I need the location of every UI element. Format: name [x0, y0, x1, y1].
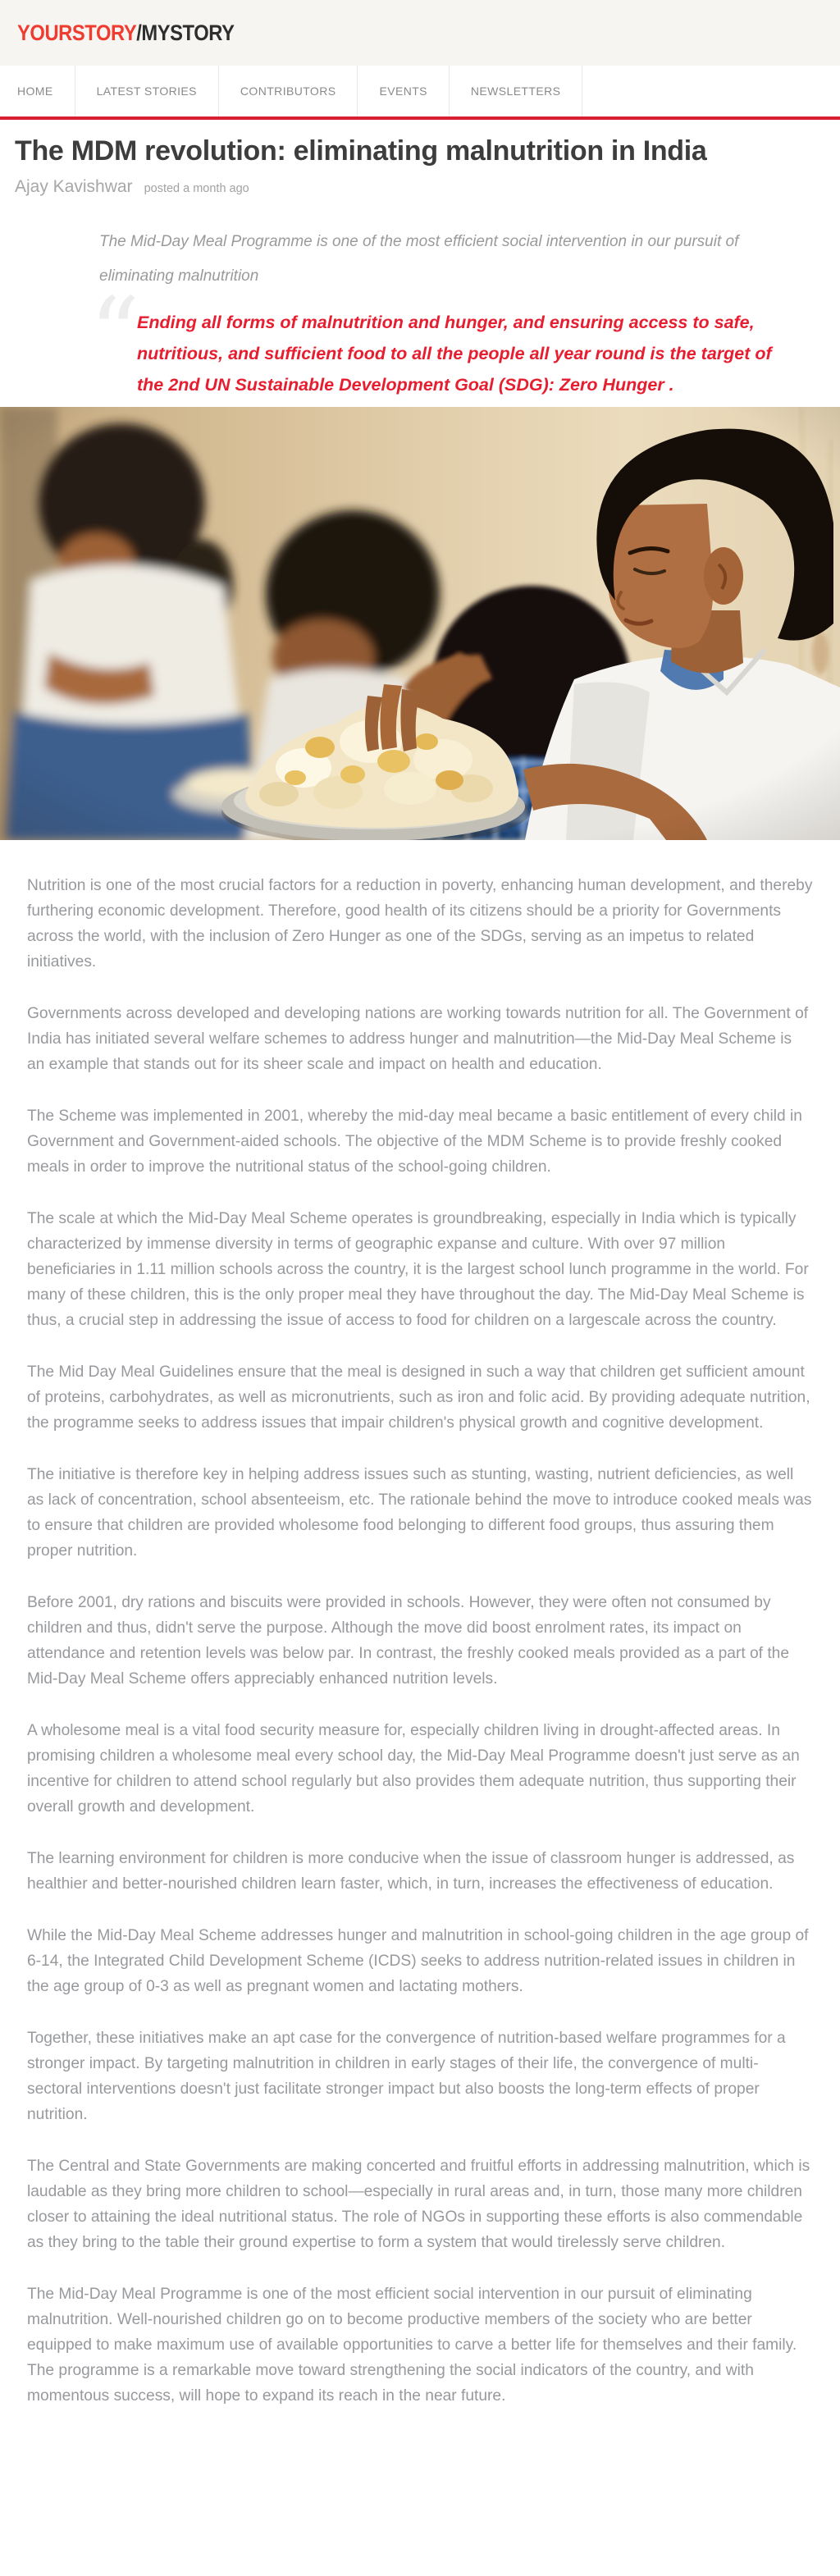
article-paragraph: A wholesome meal is a vital food security measure for, especially children living in drought-affected areas. In promising children a wholesome meal every school day, the Mid-Day Meal Programme doesn't just serve as an incentive for children to attend school regularly but also provides them adequate nutrition, thus supporting their overall growth and development. — [27, 1722, 800, 1816]
accent-divider — [0, 116, 840, 120]
article-summary: The Mid-Day Meal Programme is one of the most efficient social intervention in our pursuit of eliminating malnutrition — [99, 233, 739, 285]
byline — [15, 177, 813, 197]
pull-quote-text: Ending all forms of malnutrition and hunger, and ensuring access to safe, nutritious, and sufficient food to all the people all year round is the target of the 2nd UN Sustainable Development Goal (SDG): Zero Hunger . — [137, 313, 772, 395]
post-timestamp: posted a month ago — [144, 182, 249, 195]
article-paragraph: Governments across developed and developing nations are working towards nutrition for all. The Government of India has initiated several welfare schemes to address hunger and malnutrition—the Mid-Day Meal Scheme is an example that stands out for its sheer scale and impact on health and education. — [27, 1005, 809, 1073]
nav-item[interactable]: CONTRIBUTORS — [219, 66, 358, 116]
quote-icon: “ — [89, 277, 140, 391]
article — [0, 135, 840, 2409]
pull-quote — [89, 277, 793, 400]
article-paragraph: The Central and State Governments are making concerted and fruitful efforts in addressing malnutrition, which is laudable as they bring more children to school—especially in rural areas and, in turn, those many more children closer to attaining the ideal nutritional status. The role of NGOs in supporting these efforts is also commendable as they bring to the table their ground expertise to form a system that would tirelessly serve children. — [27, 2158, 810, 2251]
article-paragraph: While the Mid-Day Meal Scheme addresses hunger and malnutrition in school-going children in the age group of 6-14, the Integrated Child Development Scheme (ICDS) seeks to address nutrition-related issues in children in the age group of 0-3 as well as pregnant women and lactating mothers. — [27, 1927, 809, 1995]
article-paragraph: Together, these initiatives make an apt case for the convergence of nutrition-based welfare programmes for a stronger impact. By targeting malnutrition in children in early stages of their life, the convergence of multi-sectoral interventions doesn't just facilitate stronger impact but also boosts the long-term effects of proper nutrition. — [27, 2030, 786, 2123]
article-paragraph: The initiative is therefore key in helping address issues such as stunting, wasting, nutrient deficiencies, as well as lack of concentration, school absenteeism, etc. The rationale behind the move to introduce cooked meals was to ensure that children are provided wholesome food belonging to different food groups, thus assuring them proper nutrition. — [27, 1466, 812, 1560]
article-paragraph: Before 2001, dry rations and biscuits were provided in schools. However, they were often not consumed by children and thus, didn't serve the purpose. Although the move did boost enrolment rates, its impact on attendance and retention levels was below par. In contrast, the freshly cooked meals provided as a part of the Mid-Day Meal Scheme offers appreciably enhanced nutrition levels. — [27, 1594, 790, 1688]
article-paragraph: The Mid Day Meal Guidelines ensure that the meal is designed in such a way that children get sufficient amount of proteins, carbohydrates, as well as micronutrients, such as iron and folic acid. By providing adequate nutrition, the programme seeks to address issues that impair children's physical growth and cognitive development. — [27, 1363, 810, 1432]
article-body — [27, 873, 813, 2409]
page-title: The MDM revolution: eliminating malnutrition in India — [15, 135, 707, 167]
nav-item[interactable]: LATEST STORIES — [75, 66, 219, 116]
nav-item[interactable]: HOME — [0, 66, 75, 116]
hero-photo-children-eating — [0, 407, 840, 840]
logo-yourstory: YOURSTORY — [17, 20, 137, 45]
nav-item[interactable]: EVENTS — [358, 66, 449, 116]
article-paragraph: The learning environment for children is more conducive when the issue of classroom hunger is addressed, as healthier and better-nourished children learn faster, which, in turn, increases the effectiveness of education. — [27, 1850, 795, 1893]
site-header — [0, 0, 840, 66]
author-name[interactable]: Ajay Kavishwar — [15, 177, 133, 196]
article-paragraph: The Mid-Day Meal Programme is one of the most efficient social intervention in our pursuit of eliminating malnutrition. Well-nourished children go on to become productive members of the society who are better equipped to make maximum use of available opportunities to carve a better life for themselves and their family. The programme is a remarkable move toward strengthening the social indicators of the country, and with momentous success, will hope to expand its reach in the near future. — [27, 2286, 797, 2405]
article-paragraph: Nutrition is one of the most crucial factors for a reduction in poverty, enhancing human development, and thereby furthering economic development. Therefore, good health of its citizens should be a priority for Governments across the world, with the inclusion of Zero Hunger as one of the SDGs, serving as an impetus to related initiatives. — [27, 877, 813, 971]
hero-image — [0, 407, 840, 840]
nav-item[interactable]: NEWSLETTERS — [450, 66, 582, 116]
article-paragraph: The Scheme was implemented in 2001, whereby the mid-day meal became a basic entitlement of every child in Government and Government-aided schools. The objective of the MDM Scheme is to provide freshly cooked meals in order to improve the nutritional status of the school-going children. — [27, 1108, 802, 1176]
article-paragraph: The scale at which the Mid-Day Meal Scheme operates is groundbreaking, especially in India which is typically characterized by immense diversity in terms of geographic expanse and culture. With over 97 million beneficiaries in 1.11 million schools across the country, it is the largest school lunch programme in the world. For many of these children, this is the only proper meal they have throughout the day. The Mid-Day Meal Scheme is thus, a crucial step in addressing the issue of access to food for children on a largescale across the country. — [27, 1210, 809, 1329]
site-logo[interactable] — [17, 21, 234, 46]
logo-mystory: /MYSTORY — [136, 20, 235, 45]
main-nav — [0, 66, 840, 116]
